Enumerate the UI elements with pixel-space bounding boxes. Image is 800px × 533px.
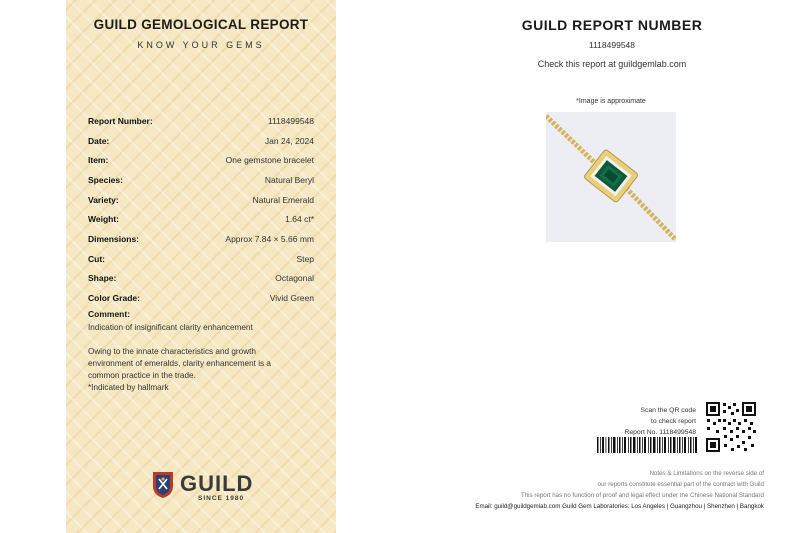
row-date <box>88 131 314 151</box>
footer-notes <box>440 468 764 512</box>
row-item <box>88 150 314 170</box>
row-value: 1.64 ct* <box>285 214 314 225</box>
row-value: Approx 7.84 × 5.66 mm <box>225 233 314 244</box>
footer-line: Notes & Limitations on the reverse side of <box>649 470 764 477</box>
row-value: One gemstone bracelet <box>225 155 314 166</box>
row-species <box>88 170 314 190</box>
barcode <box>597 437 697 453</box>
comment-label: Comment: <box>88 309 131 319</box>
row-value: 1118499548 <box>267 115 314 126</box>
row-dimensions <box>88 229 314 249</box>
notes-line: Owing to the innate characteristics and growth <box>88 347 256 356</box>
footer-contact: Email: guild@guildgemlab.com Guild Gem Laboratories: Los Angeles | Guangzhou | Shenzhen | Bangkok <box>475 503 764 510</box>
guild-logo <box>152 469 262 509</box>
qr-instructions <box>596 405 696 438</box>
row-label: Weight: <box>88 214 120 225</box>
row-label: Species: <box>88 174 123 185</box>
notes-block <box>88 346 318 394</box>
qr-text-line: to check report <box>651 418 696 425</box>
row-label: Item: <box>88 155 109 166</box>
report-title: GUILD GEMOLOGICAL REPORT <box>93 17 309 32</box>
report-number-title: GUILD REPORT NUMBER <box>521 17 703 33</box>
bracelet-photo <box>546 112 676 242</box>
footer-line: our reports constitute essential part of the contract with Guild <box>597 481 764 488</box>
row-weight <box>88 209 314 229</box>
row-label: Variety: <box>88 194 119 205</box>
row-label: Dimensions: <box>88 233 140 244</box>
row-value: Jan 24, 2024 <box>264 135 314 146</box>
notes-line: common practice in the trade. <box>88 371 196 380</box>
row-label: Report Number: <box>88 115 153 126</box>
report-card-panel <box>66 0 336 533</box>
row-report-number <box>88 111 314 131</box>
row-value: Vivid Green <box>269 293 314 304</box>
report-subtitle: KNOW YOUR GEMS <box>137 40 265 50</box>
footer-line: This report has no function of proof and legal effect under the Chinese National Standard <box>520 492 764 499</box>
row-variety <box>88 190 314 210</box>
row-value: Octagonal <box>275 273 314 284</box>
image-note: *Image is approximate <box>576 98 646 105</box>
report-number: 1118499548 <box>588 40 635 50</box>
row-value: Natural Emerald <box>252 194 314 205</box>
comment-text: Indication of insignificant clarity enhancement <box>88 323 253 332</box>
row-shape <box>88 269 314 289</box>
logo-since: SINCE 1980 <box>198 495 245 502</box>
notes-line: *Indicated by hallmark <box>88 383 169 392</box>
report-details <box>88 111 314 308</box>
check-report-link[interactable]: Check this report at guildgemlab.com <box>537 59 687 69</box>
row-cut <box>88 249 314 269</box>
row-label: Shape: <box>88 273 117 284</box>
row-label: Color Grade: <box>88 293 140 304</box>
notes-line: environment of emeralds, clarity enhancement is a <box>88 359 271 368</box>
qr-code[interactable] <box>704 400 758 454</box>
qr-text-line: Scan the QR code <box>640 407 696 414</box>
row-color-grade <box>88 288 314 308</box>
row-label: Date: <box>88 135 110 146</box>
row-value: Natural Beryl <box>264 174 314 185</box>
shield-icon <box>152 471 174 499</box>
row-value: Step <box>296 253 314 264</box>
qr-text-line: Report No. 1118499548 <box>624 429 696 436</box>
row-label: Cut: <box>88 253 105 264</box>
logo-wordmark: GUILD <box>180 471 254 496</box>
